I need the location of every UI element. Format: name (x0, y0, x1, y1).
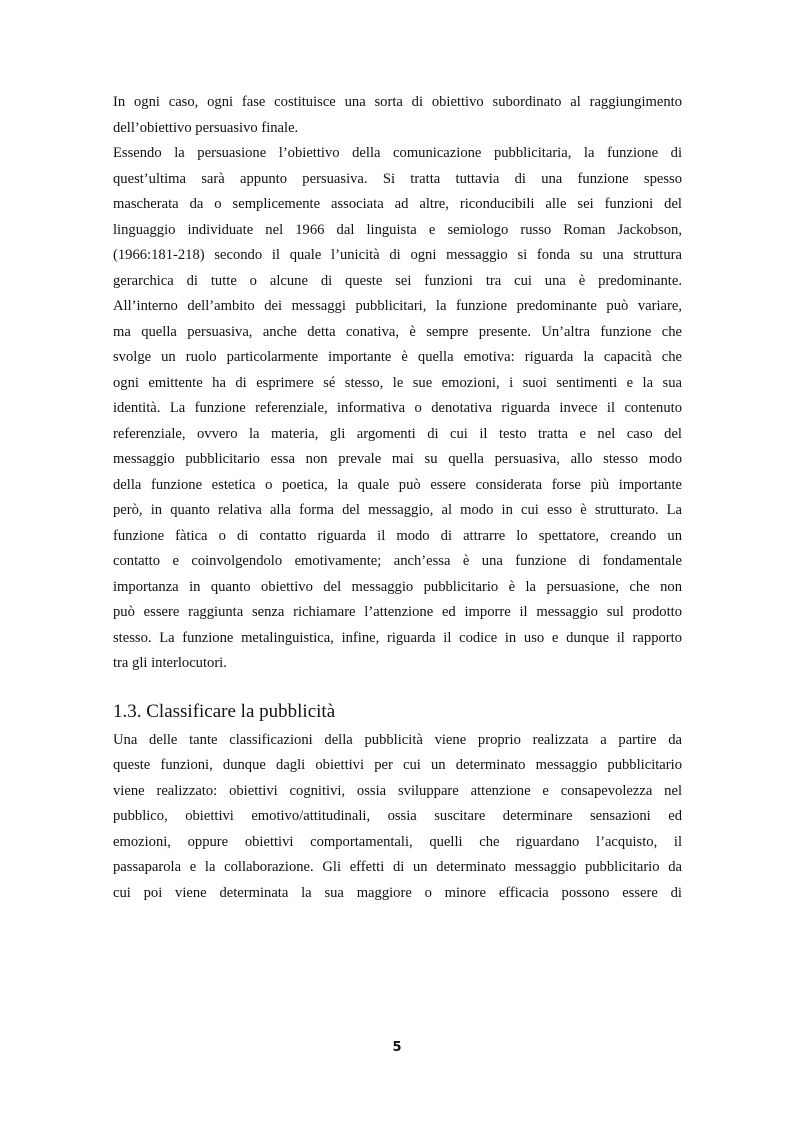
text-line: dell’obiettivo persuasivo finale. (113, 119, 299, 136)
text-line: funzione fàtica o di contatto riguarda il modo di attrarre lo spettatore, creando un (113, 527, 682, 544)
text-line: pubblico, obiettivi emotivo/attitudinali, ossia suscitare determinare sensazioni ed (113, 808, 682, 824)
text-line: queste funzioni, dunque dagli obiettivi per cui un determinato messaggio pubblicitario (113, 757, 682, 773)
text-line: però, in quanto relativa alla forma del messaggio, al modo in cui esso è strutturato. La (113, 502, 682, 518)
text-line: mascherata da o semplicemente associata ad altre, riconducibili alle sei funzioni del (113, 196, 682, 212)
paragraph-3 (113, 728, 682, 907)
document-page (113, 90, 682, 906)
text-line: All’interno dell’ambito dei messaggi pubblicitari, la funzione predominante può variare, (113, 298, 682, 314)
text-line: viene realizzato: obiettivi cognitivi, ossia sviluppare attenzione e consapevolezza nel (113, 782, 682, 799)
paragraph-1 (113, 90, 682, 141)
text-line: cui poi viene determinata la sua maggiore o minore efficacia possono essere di (113, 884, 682, 901)
text-line: Una delle tante classificazioni della pubblicità viene proprio realizzata a partire da (113, 731, 682, 748)
text-line: linguaggio individuate nel 1966 dal linguista e semiologo russo Roman Jackobson, (113, 221, 682, 238)
page-number: 5 (392, 1040, 402, 1055)
text-line: quest’ultima sarà appunto persuasiva. Si tratta tuttavia di una funzione spesso (113, 170, 682, 187)
text-line: può essere raggiunta senza richiamare l’attenzione ed imporre il messaggio sul prodotto (113, 604, 682, 620)
text-line: messaggio pubblicitario essa non prevale mai su quella persuasiva, allo stesso modo (113, 451, 682, 467)
text-line: ogni emittente ha di esprimere sé stesso, le sue emozioni, i suoi sentimenti e la sua (113, 374, 682, 391)
text-line: gerarchica di tutte o alcune di queste sei funzioni tra cui una è predominante. (113, 272, 682, 289)
text-line: ma quella persuasiva, anche detta conativa, è sempre presente. Un’altra funzione che (113, 323, 682, 340)
text-line: identità. La funzione referenziale, informativa o denotativa riguarda invece il contenuto (113, 400, 682, 416)
text-line: emozioni, oppure obiettivi comportamentali, quelli che riguardano l’acquisto, il (113, 833, 682, 850)
text-line: contatto e coinvolgendolo emotivamente; anch’essa è una funzione di fondamentale (113, 553, 682, 569)
text-line: tra gli interlocutori. (113, 655, 227, 671)
text-line: In ogni caso, ogni fase costituisce una sorta di obiettivo subordinato al raggiungimento (113, 94, 682, 110)
section-heading: 1.3. Classificare la pubblicità (113, 700, 336, 722)
text-line: referenziale, ovvero la materia, gli argomenti di cui il testo tratta e nel caso del (113, 425, 682, 442)
text-line: importanza in quanto obiettivo del messaggio pubblicitario è la persuasione, che non (113, 578, 682, 595)
paragraph-2 (113, 141, 682, 677)
text-line: stesso. La funzione metalinguistica, infine, riguarda il codice in uso e dunque il rapporto (113, 629, 682, 646)
text-line: passaparola e la collaborazione. Gli effetti di un determinato messaggio pubblicitario da (113, 859, 682, 875)
text-line: della funzione estetica o poetica, la quale può essere considerata forse più importante (113, 476, 682, 493)
text-line: Essendo la persuasione l’obiettivo della comunicazione pubblicitaria, la funzione di (113, 145, 682, 161)
text-line: (1966:181-218) secondo il quale l’unicità di ogni messaggio si fonda su una struttura (113, 247, 682, 263)
text-line: svolge un ruolo particolarmente importante è quella emotiva: riguarda la capacità che (113, 349, 682, 365)
